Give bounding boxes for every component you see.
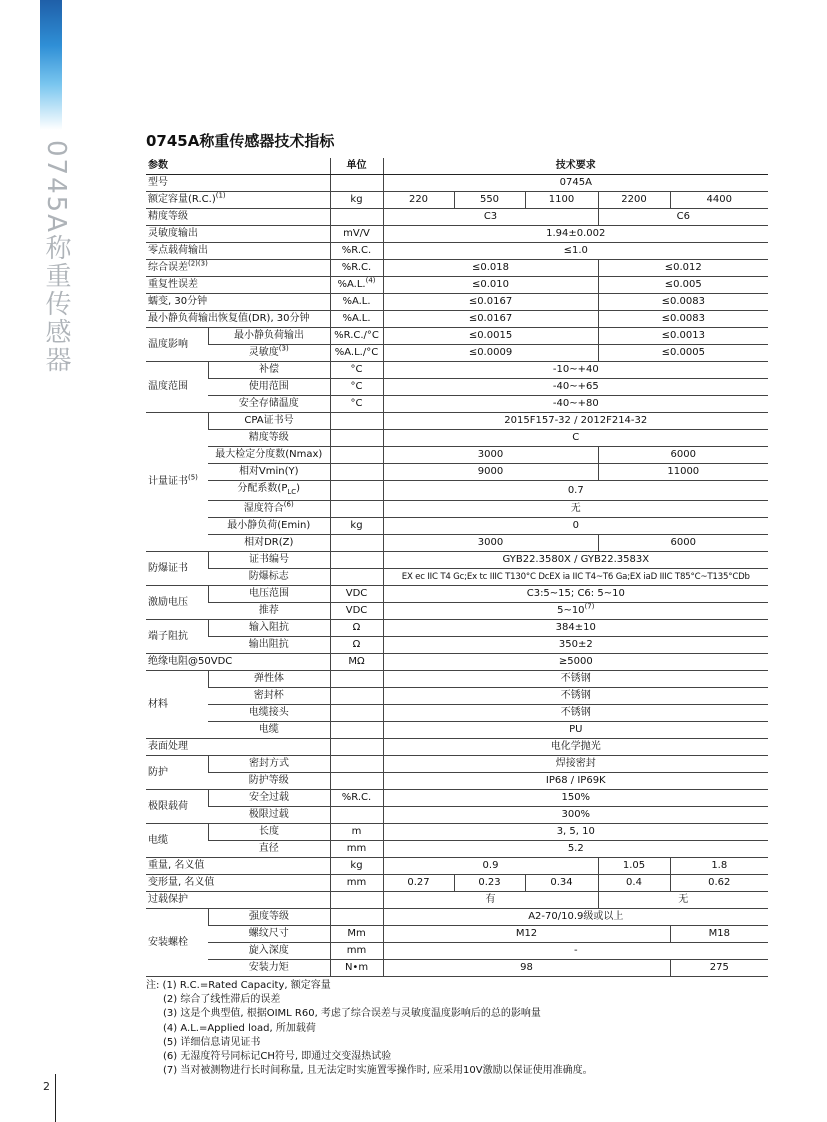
row-label: 直径 (208, 841, 330, 858)
row-value: -10~+40 (383, 362, 768, 379)
footnote: (3) 这是个典型值, 根据OIML R60, 考虑了综合误差与灵敏度温度影响后的总的影响量 (163, 1008, 541, 1020)
row-value: 无 (598, 892, 768, 909)
row-value: ≤0.0015 (383, 328, 598, 345)
row-value: 275 (670, 960, 768, 977)
table-row (146, 875, 768, 892)
row-value: 0.34 (525, 875, 598, 892)
group-label: 极限载荷 (146, 790, 208, 824)
table-row (146, 637, 768, 654)
row-value: 电化学抛光 (383, 739, 768, 756)
row-value: ≤0.0167 (383, 311, 598, 328)
table-row (146, 481, 768, 501)
row-unit: %A.L./°C (330, 345, 383, 362)
table-row (146, 858, 768, 875)
table-row (146, 671, 768, 688)
row-label: CPA证书号 (208, 413, 330, 430)
row-value: ≤0.0013 (598, 328, 768, 345)
table-row (146, 960, 768, 977)
table-row (146, 379, 768, 396)
page-number-rule (55, 1074, 56, 1122)
table-row (146, 192, 768, 209)
row-label: 最小静负荷(Emin) (208, 518, 330, 535)
row-label: 输出阻抗 (208, 637, 330, 654)
row-value: 0.9 (383, 858, 598, 875)
table-row (146, 943, 768, 960)
sidebar-accent-bar (40, 0, 62, 130)
row-value: ≤0.010 (383, 277, 598, 294)
row-label: 重复性误差 (146, 277, 330, 294)
table-row (146, 603, 768, 620)
row-unit: Ω (330, 620, 383, 637)
row-unit: kg (330, 858, 383, 875)
group-label: 电缆 (146, 824, 208, 858)
row-value: GYB22.3580X / GYB22.3583X (383, 552, 768, 569)
row-label: 额定容量$(R.C.)^{(1)}$ (146, 192, 330, 209)
group-label: 安装螺栓 (146, 909, 208, 977)
table-header-row (146, 158, 768, 175)
row-unit: %R.C. (330, 260, 383, 277)
table-row (146, 773, 768, 790)
table-row (146, 926, 768, 943)
row-unit: °C (330, 362, 383, 379)
row-value: 无 (383, 501, 768, 518)
row-value: 0.4 (598, 875, 670, 892)
row-value: 2200 (598, 192, 670, 209)
table-row (146, 243, 768, 260)
row-value: 0 (383, 518, 768, 535)
row-label: 防护等级 (208, 773, 330, 790)
group-label: 端子阻抗 (146, 620, 208, 654)
row-label: 灵敏度输出 (146, 226, 330, 243)
table-row (146, 535, 768, 552)
row-unit: %A.L.$^{(4)}$ (330, 277, 383, 294)
row-unit: kg (330, 192, 383, 209)
row-label: 过载保护 (146, 892, 330, 909)
row-label: 强度等级 (208, 909, 330, 926)
row-value: -40~+65 (383, 379, 768, 396)
row-label: 电压范围 (208, 586, 330, 603)
row-unit: kg (330, 518, 383, 535)
table-row (146, 807, 768, 824)
sidebar-title: 0745A称重传感器 (41, 140, 71, 374)
row-label: 湿度符合$^{(6)}$ (208, 501, 330, 518)
row-value: 3, 5, 10 (383, 824, 768, 841)
row-label: 补偿 (208, 362, 330, 379)
row-unit: %A.L. (330, 311, 383, 328)
table-row (146, 209, 768, 226)
row-value: 1.94±0.002 (383, 226, 768, 243)
row-value: 150% (383, 790, 768, 807)
header-unit: 单位 (330, 158, 383, 175)
row-value: 0745A (383, 175, 768, 192)
footnote: (6) 无湿度符号同标记CH符号, 即通过交变湿热试验 (163, 1051, 392, 1063)
page-number: 2 (43, 1080, 50, 1093)
table-row (146, 688, 768, 705)
row-label: 绝缘电阻@50VDC (146, 654, 330, 671)
row-unit: °C (330, 396, 383, 413)
row-value: ≤0.0005 (598, 345, 768, 362)
row-label: 表面处理 (146, 739, 330, 756)
row-label: 密封杯 (208, 688, 330, 705)
row-label: 螺纹尺寸 (208, 926, 330, 943)
row-value: C3:5~15; C6: 5~10 (383, 586, 768, 603)
footnote: 注: (1) R.C.=Rated Capacity, 额定容量 (146, 980, 331, 991)
table-row (146, 620, 768, 637)
row-label: 极限过载 (208, 807, 330, 824)
row-value: 3000 (383, 535, 598, 552)
row-unit: Ω (330, 637, 383, 654)
row-unit: mm (330, 875, 383, 892)
row-value: 6000 (598, 535, 768, 552)
row-value: ≥5000 (383, 654, 768, 671)
row-label: 密封方式 (208, 756, 330, 773)
row-unit: %A.L. (330, 294, 383, 311)
table-row (146, 345, 768, 362)
table-row (146, 175, 768, 192)
row-label: 蠕变, 30分钟 (146, 294, 330, 311)
table-row (146, 464, 768, 481)
row-value: 1100 (525, 192, 598, 209)
row-label: 型号 (146, 175, 330, 192)
table-row (146, 226, 768, 243)
row-value: 384±10 (383, 620, 768, 637)
row-value: ≤0.0167 (383, 294, 598, 311)
row-value: ≤0.012 (598, 260, 768, 277)
row-value: ≤1.0 (383, 243, 768, 260)
row-value: 550 (454, 192, 525, 209)
row-label: 变形量, 名义值 (146, 875, 330, 892)
table-row (146, 892, 768, 909)
footnote: (7) 当对被测物进行长时间称量, 且无法定时实施置零操作时, 应采用10V激励以保证使用准确度。 (163, 1065, 593, 1077)
row-label: 零点载荷输出 (146, 243, 330, 260)
group-label: 温度影响 (146, 328, 208, 362)
table-row (146, 501, 768, 518)
row-label: 防爆标志 (208, 569, 330, 586)
table-row (146, 328, 768, 345)
row-label: 证书编号 (208, 552, 330, 569)
row-value: ≤0.005 (598, 277, 768, 294)
row-value: C3 (383, 209, 598, 226)
table-row (146, 396, 768, 413)
row-unit: %R.C. (330, 243, 383, 260)
row-value: 98 (383, 960, 670, 977)
row-value: ≤0.0083 (598, 311, 768, 328)
row-label: 长度 (208, 824, 330, 841)
row-value: 不锈钢 (383, 705, 768, 722)
row-label: 最小静负荷输出恢复值(DR), 30分钟 (146, 311, 330, 328)
row-value: 不锈钢 (383, 688, 768, 705)
row-label: 分配系数$(P_{LC})$ (208, 481, 330, 501)
row-value: ≤0.0083 (598, 294, 768, 311)
row-value: PU (383, 722, 768, 739)
row-label: 电缆 (208, 722, 330, 739)
row-unit: Mm (330, 926, 383, 943)
row-value: 4400 (670, 192, 768, 209)
table-row (146, 413, 768, 430)
row-value: 0.62 (670, 875, 768, 892)
row-value: ≤0.018 (383, 260, 598, 277)
row-label: 灵敏度$^{(3)}$ (208, 345, 330, 362)
row-value: C6 (598, 209, 768, 226)
row-label: 相对DR(Z) (208, 535, 330, 552)
row-value: 11000 (598, 464, 768, 481)
row-value: 6000 (598, 447, 768, 464)
row-label: 安全存储温度 (208, 396, 330, 413)
row-value: 220 (383, 192, 454, 209)
group-label: 激励电压 (146, 586, 208, 620)
row-value: -40~+80 (383, 396, 768, 413)
table-row (146, 311, 768, 328)
row-unit: mm (330, 943, 383, 960)
row-value: 9000 (383, 464, 598, 481)
row-label: 重量, 名义值 (146, 858, 330, 875)
row-value: M18 (670, 926, 768, 943)
page-title: 0745A称重传感器技术指标 (146, 132, 335, 150)
row-label: 最大检定分度数(Nmax) (208, 447, 330, 464)
table-row (146, 739, 768, 756)
row-value: 0.27 (383, 875, 454, 892)
table-row (146, 260, 768, 277)
footnote: (5) 详细信息请见证书 (163, 1036, 261, 1048)
table-row (146, 756, 768, 773)
row-value: 2015F157-32 / 2012F214-32 (383, 413, 768, 430)
table-row (146, 654, 768, 671)
row-label: 精度等级 (146, 209, 330, 226)
row-value: 300% (383, 807, 768, 824)
row-label: 相对Vmin(Y) (208, 464, 330, 481)
row-value: A2-70/10.9级或以上 (383, 909, 768, 926)
group-label: 计量证书$^{(5)}$ (146, 413, 208, 552)
row-label: 精度等级 (208, 430, 330, 447)
row-value: 3000 (383, 447, 598, 464)
table-row (146, 552, 768, 569)
row-unit: m (330, 824, 383, 841)
row-value: M12 (383, 926, 670, 943)
row-label: 安全过载 (208, 790, 330, 807)
table-row (146, 430, 768, 447)
row-unit: MΩ (330, 654, 383, 671)
row-value: IP68 / IP69K (383, 773, 768, 790)
group-label: 防爆证书 (146, 552, 208, 586)
table-row (146, 722, 768, 739)
table-row (146, 362, 768, 379)
row-value: 不锈钢 (383, 671, 768, 688)
spec-table (146, 158, 768, 977)
row-label: 最小静负荷输出 (208, 328, 330, 345)
group-label: 材料 (146, 671, 208, 739)
row-label: 综合误差$^{(2)(3)}$ (146, 260, 330, 277)
row-value: 焊接密封 (383, 756, 768, 773)
row-unit: VDC (330, 603, 383, 620)
row-value: 5.2 (383, 841, 768, 858)
table-row (146, 824, 768, 841)
row-value: 0.23 (454, 875, 525, 892)
row-value: 1.05 (598, 858, 670, 875)
table-row (146, 790, 768, 807)
table-row (146, 294, 768, 311)
group-label: 温度范围 (146, 362, 208, 413)
table-row (146, 277, 768, 294)
table-row (146, 447, 768, 464)
footnote: (4) A.L.=Applied load, 所加载荷 (163, 1022, 316, 1034)
row-label: 电缆接头 (208, 705, 330, 722)
row-value: ≤0.0009 (383, 345, 598, 362)
row-unit: mV/V (330, 226, 383, 243)
row-unit: %R.C. (330, 790, 383, 807)
row-value: 350±2 (383, 637, 768, 654)
table-row (146, 569, 768, 586)
row-unit: °C (330, 379, 383, 396)
row-label: 推荐 (208, 603, 330, 620)
table-row (146, 909, 768, 926)
row-label: 安装力矩 (208, 960, 330, 977)
row-label: 弹性体 (208, 671, 330, 688)
header-param: 参数 (146, 158, 330, 175)
row-label: 旋入深度 (208, 943, 330, 960)
header-requirement: 技术要求 (383, 158, 768, 175)
group-label: 防护 (146, 756, 208, 790)
row-value: 0.7 (383, 481, 768, 501)
row-label: 使用范围 (208, 379, 330, 396)
row-unit: %R.C./°C (330, 328, 383, 345)
row-value: 5~10$^{(7)}$ (383, 603, 768, 620)
table-row (146, 586, 768, 603)
row-value: C (383, 430, 768, 447)
table-row (146, 841, 768, 858)
row-value: EX ec IIC T4 Gc;Ex tc IIIC T130°C DcEX ia IIC T4~T6 Ga;EX iaD IIIC T85°C~T135°CDb (383, 569, 768, 586)
row-value: - (383, 943, 768, 960)
row-unit: N•m (330, 960, 383, 977)
table-row (146, 705, 768, 722)
row-value: 1.8 (670, 858, 768, 875)
row-value: 有 (383, 892, 598, 909)
row-unit: mm (330, 841, 383, 858)
row-unit: VDC (330, 586, 383, 603)
footnote: (2) 综合了线性滞后的误差 (163, 994, 281, 1006)
table-row (146, 518, 768, 535)
footnotes (146, 979, 593, 1078)
row-label: 输入阻抗 (208, 620, 330, 637)
